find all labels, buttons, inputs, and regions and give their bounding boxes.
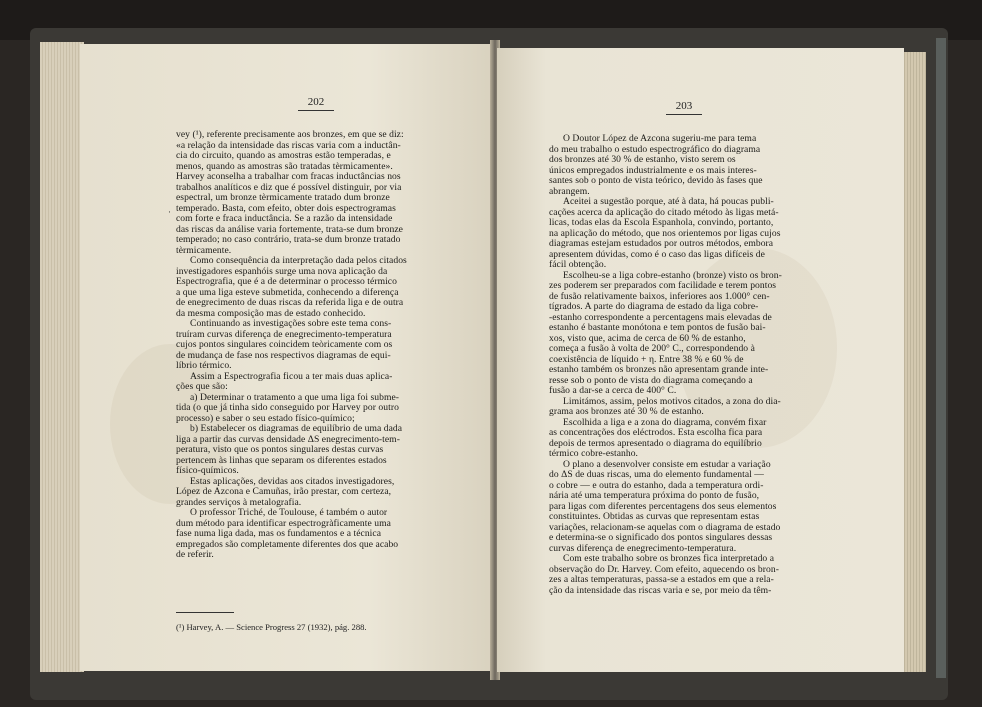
text-line: dos bronzes até 30 % de estanho, visto serem os bbox=[549, 154, 736, 165]
text-line: tígrados. A parte do diagrama de estado da liga cobre- bbox=[549, 301, 759, 312]
text-line: começa a fusão à volta de 200° C., correspondendo à bbox=[549, 343, 755, 354]
text-line: e determina-se o significado dos pontos singulares dessas bbox=[549, 532, 773, 543]
text-line: fase numa liga dada, mas os fundamentos e a técnica bbox=[176, 528, 382, 539]
right-page bbox=[497, 48, 904, 672]
text-line: variações, relacionam-se aquelas com o diagrama de estado bbox=[549, 521, 781, 533]
text-line: López de Azcona e Camuñas, irão prestar, com certeza, bbox=[176, 486, 392, 497]
text-line: tèrmicamente. bbox=[176, 244, 232, 256]
text-line: diagramas estejam estudados por outros métodos, embora bbox=[549, 238, 774, 249]
text-line: resse sob o ponto de vista do diagrama começando a bbox=[549, 374, 753, 386]
text-line: Assim a Espectrografia ficou a ter mais duas aplica- bbox=[190, 370, 393, 382]
text-line: observação do Dr. Harvey. Com efeito, aquecendo os bron- bbox=[549, 563, 779, 575]
page-number-left: 202 bbox=[307, 96, 325, 108]
page-number-right: 203 bbox=[675, 100, 693, 112]
text-line: apresentem dúvidas, como é o caso das ligas difíceis de bbox=[549, 248, 765, 260]
text-line: zes poderem ser preparados com facilidade e terem pontos bbox=[549, 280, 777, 291]
text-line: O professor Triché, de Toulouse, é também o autor bbox=[190, 507, 388, 518]
text-line: investigadores espanhóis surge uma nova aplicação da bbox=[176, 265, 388, 277]
text-line: nária até uma temperatura próxima do ponto de fusão, bbox=[549, 490, 760, 501]
text-line: líbrio térmico. bbox=[176, 360, 232, 371]
text-line: Continuando as investigações sobre este tema cons- bbox=[190, 318, 392, 329]
text-line: Limitámos, assim, pelos motivos citados, a zona do dia- bbox=[563, 395, 781, 407]
text-line: grandes serviços à metalografia. bbox=[176, 496, 302, 508]
header-rule-right bbox=[666, 114, 702, 115]
text-line: constituintes. Obtidas as curvas que representam estas bbox=[549, 511, 760, 522]
text-line: a) Determinar o tratamento a que uma liga foi subme- bbox=[190, 391, 400, 403]
text-line: cujos pontos singulares coincidem teòricamente com os bbox=[176, 339, 393, 350]
text-line: da mesma composição mas de estado conhecido. bbox=[176, 307, 366, 319]
footnote: (¹) Harvey, A. — Science Progress 27 (1932), pág. 288. bbox=[176, 622, 367, 632]
page-edges-left bbox=[40, 42, 84, 672]
text-line: empregados são completamente diferentes dos que acabo bbox=[176, 538, 399, 550]
text-line: xos, visto que, acima de cerca de 60 % de estanho, bbox=[549, 332, 746, 344]
text-line: b) Estabelecer os diagramas de equilíbrio de uma dada bbox=[190, 423, 403, 434]
text-line: pertencem às linhas que separam os diferentes estados bbox=[176, 454, 387, 466]
text-line: -estanho correspondente a percentagens mais elevadas de bbox=[549, 311, 772, 323]
text-line: únicos empregados industrialmente e os mais interes- bbox=[549, 164, 757, 176]
text-line: liga a partir das curvas densidade ΔS enegrecimento-tem- bbox=[176, 433, 400, 445]
text-line: das riscas da análise varia fortemente, trata-se dum bronze bbox=[176, 223, 403, 235]
text-line: «a relação da intensidade das riscas varia com a inductân- bbox=[176, 139, 401, 151]
text-line: o cobre — e outra do estanho, dada a temperatura ordi- bbox=[549, 479, 764, 491]
text-line: ção da intensidade das riscas varia e se, por meio da têm- bbox=[549, 584, 772, 596]
text-line: de referir. bbox=[176, 549, 214, 560]
text-line: cações acerca da aplicação do citado método às ligas metá- bbox=[549, 206, 779, 218]
text-line: peratura, visto que os pontos singulares destas curvas bbox=[176, 444, 384, 455]
text-line: zes a altas temperaturas, passa-se a estados em que a rela- bbox=[549, 574, 774, 585]
text-line: espectral, um bronze tèrmicamente tratado dum bronze bbox=[176, 192, 390, 203]
text-line: abrangem. bbox=[549, 185, 590, 197]
left-page-text bbox=[176, 130, 407, 561]
text-line: as concentrações dos eléctrodos. Esta escolha fica para bbox=[549, 427, 763, 438]
text-line: a que uma liga esteve submetida, conhecendo a diferença bbox=[176, 286, 399, 298]
text-line: O Doutor López de Azcona sugeriu-me para tema bbox=[563, 133, 757, 144]
text-line: estanho também os bronzes não apresentam grande inte- bbox=[549, 364, 769, 375]
text-line: Com este trabalho sobre os bronzes fica interpretado a bbox=[563, 553, 775, 564]
text-line: com forte e fraca inductância. Se a razão da intensidade bbox=[176, 213, 393, 224]
text-line: trabalhos analíticos e diz que é possível distinguir, por via bbox=[176, 181, 402, 193]
text-line: dum método para identificar espectrogràficamente uma bbox=[176, 517, 391, 529]
cover-edge bbox=[936, 38, 946, 678]
text-line: santes sob o ponto de vista teórico, devido às fases que bbox=[549, 175, 763, 186]
text-line: curvas diferença de enegrecimento-temperatura. bbox=[549, 542, 737, 554]
text-line: Harvey aconselha a trabalhar com fracas inductâncias nos bbox=[176, 171, 401, 182]
text-line: estanho é bastante monótona e tem pontos de fusão bai- bbox=[549, 322, 766, 333]
header-rule-left bbox=[298, 110, 334, 111]
text-line: fácil obtenção. bbox=[549, 259, 607, 270]
text-line: tida (o que já tinha sido conseguido por Harvey por outro bbox=[176, 402, 399, 413]
text-line: ções que são: bbox=[176, 381, 228, 392]
text-line: vey (¹), referente precisamente aos bronzes, em que se diz: bbox=[176, 129, 404, 140]
left-page bbox=[80, 44, 493, 671]
text-line: temperado. Basta, com efeito, obter dois espectrogramas bbox=[176, 202, 396, 214]
text-line: truíram curvas diferença de enegrecimento-temperatura bbox=[176, 328, 392, 340]
text-line: fusão a dar-se a cerca de 400° C. bbox=[549, 385, 677, 396]
text-line: Espectrografia, que é a de determinar o processo térmico bbox=[176, 276, 397, 287]
text-line: coexistência de líquido + η. Entre 38 % e 60 % de bbox=[549, 353, 744, 365]
text-line: na aplicação do método, que nos orientemos por ligas cujos bbox=[549, 227, 781, 239]
text-line: Aceitei a sugestão porque, até à data, há poucas publi- bbox=[563, 196, 774, 207]
text-line: Escolhida a liga e a zona do diagrama, convém fixar bbox=[563, 416, 767, 428]
margin-mark: · bbox=[168, 207, 171, 217]
text-line: menos, quando as amostras são tratadas tèrmicamente». bbox=[176, 160, 393, 172]
text-line: licas, todas elas da Escola Espanhola, convindo, portanto, bbox=[549, 217, 774, 228]
footnote-rule bbox=[176, 612, 234, 613]
text-line: físico-químicos. bbox=[176, 465, 239, 476]
text-line: térmico cobre-estanho. bbox=[549, 448, 639, 459]
text-line: Escolheu-se a liga cobre-estanho (bronze) visto os bron- bbox=[563, 269, 782, 281]
text-line: de fusão relativamente baixos, inferiores aos 1.000° cen- bbox=[549, 290, 770, 302]
text-line: do ΔS de duas riscas, uma do elemento fundamental — bbox=[549, 469, 764, 480]
text-line: Como consequência da interpretação dada pelos citados bbox=[190, 255, 407, 266]
page-edges-right bbox=[902, 52, 926, 672]
text-line: do meu trabalho o estudo espectrográfico do diagrama bbox=[549, 143, 761, 155]
right-page-text bbox=[549, 134, 782, 596]
text-line: Estas aplicações, devidas aos citados investigadores, bbox=[190, 475, 395, 487]
text-line: para ligas com diferentes percentagens dos seus elementos bbox=[549, 500, 777, 512]
text-line: cia do circuito, quando as amostras estão temperadas, e bbox=[176, 150, 391, 161]
text-line: depois de termos apresentado o diagrama do equilíbrio bbox=[549, 437, 762, 449]
text-line: de enegrecimento de duas riscas da referida liga e de outra bbox=[176, 297, 404, 308]
text-line: de mudança de fase nos respectivos diagramas de equi- bbox=[176, 349, 391, 361]
text-line: processo) e saber o seu estado físico-químico; bbox=[176, 412, 355, 424]
text-line: O plano a desenvolver consiste em estudar a variação bbox=[563, 458, 771, 470]
text-line: temperado; no caso contrário, trata-se dum bronze tratado bbox=[176, 234, 401, 245]
text-line: grama aos bronzes até 30 % de estanho. bbox=[549, 406, 704, 417]
